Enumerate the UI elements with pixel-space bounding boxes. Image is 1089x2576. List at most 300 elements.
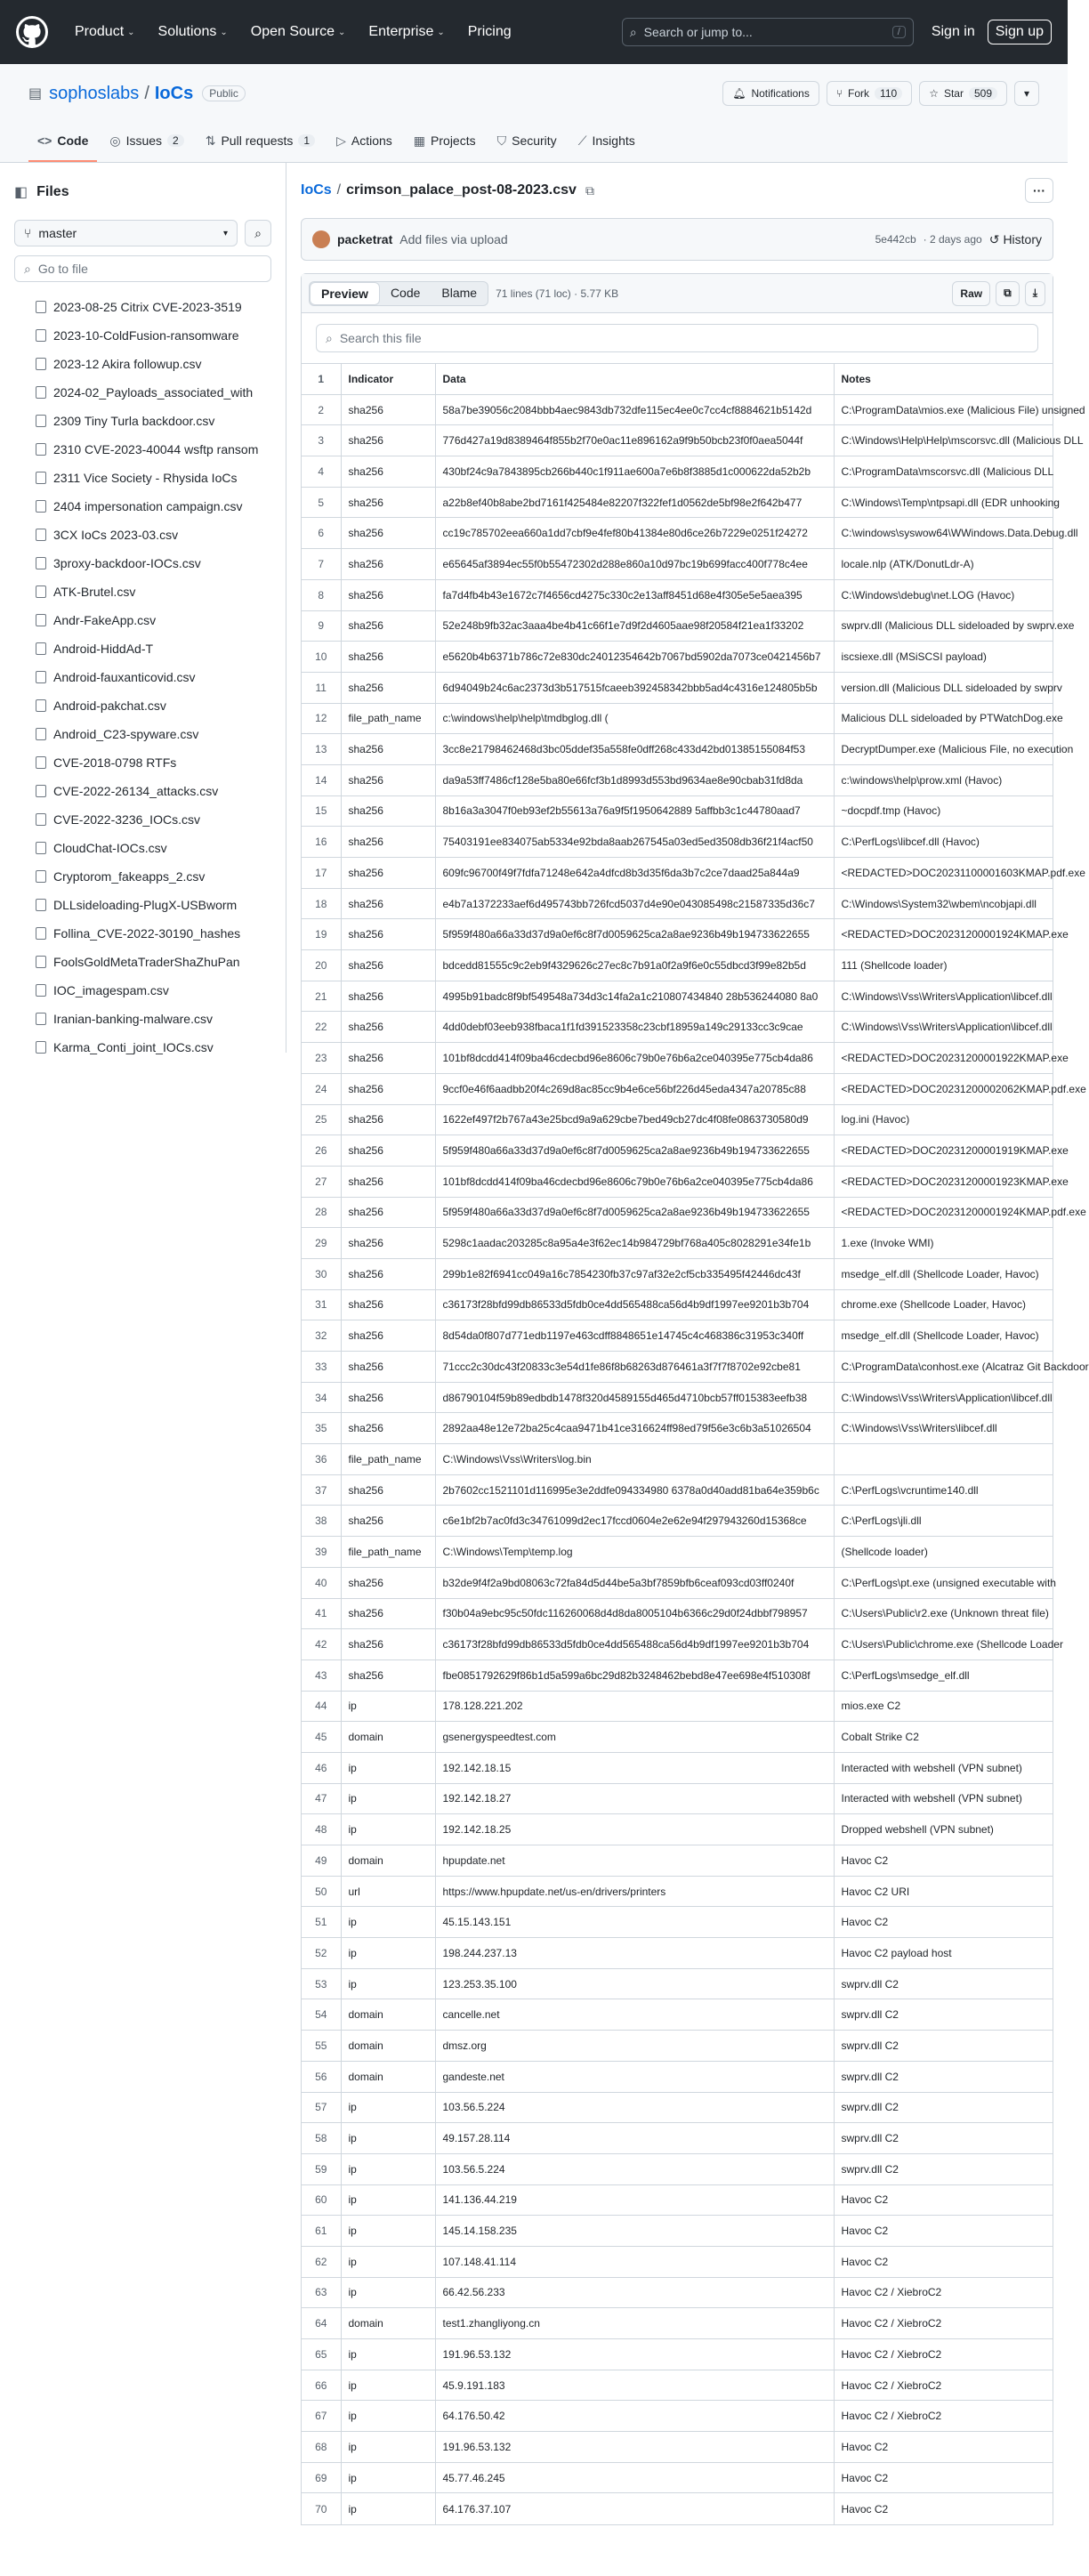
file-tree-item[interactable] (14, 663, 271, 691)
data-cell: c36173f28bfd99db86533d5fdb0ce4dd565488ca56d4b9df1997ee9201b3b704 (435, 1629, 834, 1660)
data-cell: 103.56.5.224 (435, 2153, 834, 2184)
indicator-cell: domain (341, 2308, 435, 2339)
files-title: Files (36, 184, 69, 199)
table-row (302, 456, 1053, 488)
file-tree-item[interactable] (14, 350, 271, 378)
table-row (302, 425, 1053, 456)
line-number: 47 (302, 1783, 341, 1814)
notes-cell: Interacted with webshell (VPN subnet) (834, 1752, 1053, 1783)
notes-cell: Havoc C2 / XiebroC2 (834, 2339, 1053, 2370)
indicator-cell: sha256 (341, 919, 435, 950)
table-row (302, 2339, 1053, 2370)
line-number: 28 (302, 1197, 341, 1228)
indicator-cell: sha256 (341, 1352, 435, 1383)
indicator-cell: ip (341, 1907, 435, 1938)
file-tree-item[interactable] (14, 891, 271, 919)
table-row (302, 1197, 1053, 1228)
table-row (302, 1135, 1053, 1167)
nav-enterprise[interactable] (359, 19, 453, 45)
notifications-button[interactable] (722, 81, 819, 106)
notes-cell: Havoc C2 (834, 2216, 1053, 2247)
data-cell: 2892aa48e12e72ba25c4caa9471b41ce316624ff98ed79f56e3c6b3a51026504 (435, 1413, 834, 1444)
table-row (302, 1629, 1053, 1660)
table-row (302, 2216, 1053, 2247)
notes-cell: Havoc C2 / XiebroC2 (834, 2308, 1053, 2339)
line-number: 41 (302, 1598, 341, 1629)
indicator-cell: sha256 (341, 1598, 435, 1629)
table-row (302, 734, 1053, 765)
notes-cell: swprv.dll (Malicious DLL sideloaded by swprv.exe (834, 610, 1053, 642)
data-cell: 45.77.46.245 (435, 2462, 834, 2493)
notes-cell: C:\Windows\Help\Help\mscorsvc.dll (Malicious DLL (834, 425, 1053, 456)
file-search-button[interactable] (245, 220, 271, 246)
table-row (302, 579, 1053, 610)
data-cell: 8d54da0f807d771edb1197e463cdff8848651e14745c4c468386c31953c340ff (435, 1320, 834, 1352)
file-tree-item[interactable] (14, 805, 271, 834)
file-tree-item-label: IOC_imagespam.csv (53, 983, 169, 997)
chevron-down-icon: ▾ (1023, 87, 1030, 100)
tab-security[interactable] (488, 121, 566, 162)
indicator-cell: ip (341, 2246, 435, 2277)
line-number: 48 (302, 1814, 341, 1845)
data-cell: hpupdate.net (435, 1845, 834, 1877)
data-cell: 192.142.18.27 (435, 1783, 834, 1814)
repo-name-link[interactable]: IoCs (154, 83, 194, 103)
notes-cell: C:\PerfLogs\msedge_elf.dll (834, 1659, 1053, 1691)
file-tree-item-label: 2023-10-ColdFusion-ransomware (53, 328, 239, 343)
notes-cell: Havoc C2 (834, 2184, 1053, 2216)
table-row (302, 1567, 1053, 1598)
tab-code-view[interactable]: Code (390, 285, 421, 300)
notes-cell: C:\Users\Public\chrome.exe (Shellcode Loader (834, 1629, 1053, 1660)
tab-projects-label: Projects (431, 133, 476, 148)
file-icon (36, 614, 46, 626)
branch-icon: ⑂ (24, 226, 32, 240)
indicator-cell: sha256 (341, 394, 435, 425)
tab-pull-requests[interactable] (197, 121, 324, 162)
notes-cell: C:\ProgramData\conhost.exe (Alcatraz Git Backdoor (834, 1352, 1053, 1383)
file-icon (36, 1041, 46, 1054)
notes-cell: C:\ProgramData\mscorsvc.dll (Malicious DLL (834, 456, 1053, 488)
csv-table (302, 363, 1089, 2524)
nav-product[interactable] (66, 19, 144, 45)
table-row (302, 981, 1053, 1012)
sign-up-button[interactable]: Sign up (988, 20, 1052, 44)
indicator-cell: sha256 (341, 549, 435, 580)
indicator-cell: ip (341, 2370, 435, 2401)
line-number: 23 (302, 1043, 341, 1074)
data-cell: 192.142.18.15 (435, 1752, 834, 1783)
indicator-cell: sha256 (341, 518, 435, 549)
play-icon: ▷ (336, 133, 346, 148)
file-tree-item[interactable] (14, 720, 271, 748)
commit-author[interactable]: packetrat (337, 232, 393, 246)
nav-pricing[interactable] (459, 19, 520, 45)
github-logo-icon[interactable] (16, 16, 48, 48)
file-icon (36, 785, 46, 797)
raw-button[interactable]: Raw (952, 281, 990, 306)
line-number: 69 (302, 2462, 341, 2493)
indicator-cell: ip (341, 2339, 435, 2370)
table-row (302, 1444, 1053, 1475)
line-number: 56 (302, 2061, 341, 2092)
tab-blame[interactable]: Blame (441, 285, 478, 300)
visibility-badge: Public (202, 85, 246, 101)
file-tree-item-label: DLLsideloading-PlugX-USBworm (53, 898, 238, 912)
file-tree-item[interactable] (14, 464, 271, 492)
download-icon: ⤓ (1032, 287, 1037, 299)
issues-count: 2 (167, 134, 184, 147)
file-tree-item[interactable] (14, 549, 271, 577)
file-tree-item[interactable] (14, 407, 271, 435)
header-indicator: Indicator (341, 364, 435, 395)
data-cell: 191.96.53.132 (435, 2432, 834, 2463)
indicator-cell: sha256 (341, 1104, 435, 1135)
line-number: 39 (302, 1537, 341, 1568)
line-number: 59 (302, 2153, 341, 2184)
indicator-cell: domain (341, 1722, 435, 1753)
breadcrumb-repo-link[interactable]: IoCs (301, 182, 332, 198)
file-tree-item[interactable] (14, 521, 271, 549)
copy-raw-button[interactable] (996, 281, 1020, 306)
copy-path-icon[interactable]: ⧉ (585, 182, 594, 198)
file-tree-item-label: FoolsGoldMetaTraderShaZhuPan (53, 955, 240, 969)
line-number: 68 (302, 2432, 341, 2463)
file-icon (36, 642, 46, 655)
table-row (302, 1783, 1053, 1814)
data-cell: test1.zhangliyong.cn (435, 2308, 834, 2339)
line-number: 8 (302, 579, 341, 610)
notes-cell: swprv.dll C2 (834, 2123, 1053, 2154)
line-number: 17 (302, 858, 341, 889)
global-search-input[interactable] (622, 18, 914, 46)
file-tree-item-label: CVE-2022-26134_attacks.csv (53, 784, 219, 798)
fork-button[interactable] (827, 81, 912, 106)
line-number: 12 (302, 703, 341, 734)
table-row (302, 1659, 1053, 1691)
file-tree-item[interactable] (14, 862, 271, 891)
file-tree-item-label: Android-pakchat.csv (53, 699, 166, 713)
search-this-file-placeholder: Search this file (339, 331, 422, 345)
file-content-box (301, 273, 1089, 2525)
indicator-cell: sha256 (341, 1135, 435, 1167)
global-header (0, 0, 1068, 64)
notes-cell: C:\PerfLogs\jli.dll (834, 1506, 1053, 1537)
indicator-cell: ip (341, 2123, 435, 2154)
indicator-cell: ip (341, 2432, 435, 2463)
indicator-cell: sha256 (341, 579, 435, 610)
table-row (302, 2277, 1053, 2308)
file-tree-item[interactable] (14, 777, 271, 805)
line-number: 11 (302, 672, 341, 703)
line-number: 44 (302, 1691, 341, 1722)
data-cell: c36173f28bfd99db86533d5fdb0ce4dd565488ca56d4b9df1997ee9201b3b704 (435, 1289, 834, 1320)
indicator-cell: sha256 (341, 1659, 435, 1691)
file-tree-item-label: 3proxy-backdoor-IOCs.csv (53, 556, 201, 570)
file-tree-item[interactable] (14, 919, 271, 948)
file-tree-item[interactable] (14, 378, 271, 407)
line-number: 24 (302, 1073, 341, 1104)
table-row (302, 1474, 1053, 1506)
indicator-cell: sha256 (341, 642, 435, 673)
history-icon: ↺ (988, 231, 1000, 246)
table-row (302, 1352, 1053, 1383)
notes-cell: Havoc C2 payload host (834, 1938, 1053, 1969)
data-cell: 9ccf0e46f6aadbb20f4c269d8ac85cc9b4e6ce56bf226d45eda4347a20785c88 (435, 1073, 834, 1104)
table-row (302, 1320, 1053, 1352)
chevron-down-icon: ⌄ (437, 27, 445, 37)
search-this-file-input[interactable] (316, 324, 1038, 352)
data-cell: gsenergyspeedtest.com (435, 1722, 834, 1753)
sign-in-link[interactable]: Sign in (931, 24, 975, 39)
notes-cell: Havoc C2 (834, 2493, 1053, 2524)
file-tree-item[interactable] (14, 606, 271, 634)
line-number: 2 (302, 394, 341, 425)
file-toolbar (302, 274, 1053, 313)
star-icon: ☆ (929, 87, 939, 100)
search-shortcut-badge: / (892, 26, 906, 38)
notes-cell: <REDACTED>DOC20231200001922KMAP.exe (834, 1043, 1053, 1074)
commit-hash[interactable]: 5e442cb (875, 233, 916, 246)
fork-label: Fork (848, 87, 870, 100)
tab-issues[interactable] (101, 121, 192, 162)
chevron-down-icon: ⌄ (338, 27, 346, 37)
notes-cell: Havoc C2 / XiebroC2 (834, 2370, 1053, 2401)
nav-solutions[interactable] (149, 19, 237, 45)
indicator-cell: ip (341, 1752, 435, 1783)
indicator-cell: sha256 (341, 1320, 435, 1352)
file-tree-item[interactable] (14, 1033, 271, 1062)
table-row (302, 1104, 1053, 1135)
nav-enterprise-label: Enterprise (368, 24, 434, 39)
file-icon (36, 443, 46, 456)
indicator-cell: domain (341, 2031, 435, 2062)
notes-cell: Cobalt Strike C2 (834, 1722, 1053, 1753)
line-number: 70 (302, 2493, 341, 2524)
line-number: 25 (302, 1104, 341, 1135)
table-row (302, 1938, 1053, 1969)
tab-code[interactable] (28, 121, 97, 162)
data-cell: https://www.hpupdate.net/us-en/drivers/printers (435, 1876, 834, 1907)
file-tree-item-label: 2404 impersonation campaign.csv (53, 499, 243, 513)
fork-icon: ⑂ (835, 87, 843, 100)
file-tree-item[interactable] (14, 948, 271, 976)
indicator-cell: ip (341, 2401, 435, 2432)
file-tree-item-label: Cryptorom_fakeapps_2.csv (53, 869, 206, 884)
tab-actions[interactable] (327, 121, 401, 162)
table-row (302, 2493, 1053, 2524)
nav-solutions-label: Solutions (157, 24, 217, 39)
table-row (302, 1258, 1053, 1289)
download-button[interactable] (1025, 281, 1045, 306)
star-list-dropdown[interactable] (1014, 81, 1039, 106)
notes-cell: C:\PerfLogs\vcruntime140.dll (834, 1474, 1053, 1506)
global-nav (66, 19, 520, 45)
table-row (302, 1012, 1053, 1043)
notes-cell: Malicious DLL sideloaded by PTWatchDog.exe (834, 703, 1053, 734)
nav-open-source-label: Open Source (250, 24, 335, 39)
data-cell: 64.176.37.107 (435, 2493, 834, 2524)
file-icon (36, 500, 46, 513)
star-label: Star (943, 87, 964, 100)
file-tree-item-label: Follina_CVE-2022-30190_hashes (53, 926, 241, 941)
file-tree-item-label: 2311 Vice Society - Rhysida IoCs (53, 471, 238, 485)
file-tree-item-label: 2309 Tiny Turla backdoor.csv (53, 414, 215, 428)
go-to-file-input[interactable] (14, 255, 271, 282)
indicator-cell: sha256 (341, 1567, 435, 1598)
indicator-cell: file_path_name (341, 1537, 435, 1568)
breadcrumb (301, 175, 1053, 206)
line-number: 29 (302, 1228, 341, 1259)
more-options-button[interactable] (1025, 178, 1053, 203)
line-number: 58 (302, 2123, 341, 2154)
indicator-cell: sha256 (341, 672, 435, 703)
table-row (302, 1999, 1053, 2031)
data-cell: 776d427a19d8389464f855b2f70e0ac11e896162a9f9b50bcb23f0f0aea5044f (435, 425, 834, 456)
line-number: 9 (302, 610, 341, 642)
data-cell: bdcedd81555c9c2eb9f4329626c27ec8c7b91a0f2a9f6e0c55dbcd3f99e82b5d (435, 950, 834, 981)
file-tree-item[interactable] (14, 748, 271, 777)
indicator-cell: ip (341, 2462, 435, 2493)
file-tree-item-label: 2024-02_Payloads_associated_with (53, 385, 254, 400)
data-cell: d86790104f59b89edbdb1478f320d4589155d465d4710bcb57ff015383eefb38 (435, 1382, 834, 1413)
global-search-placeholder: Search or jump to... (643, 25, 753, 39)
file-icon (36, 671, 46, 683)
notes-cell: C:\windows\syswow64\WWindows.Data.Debug.dll (834, 518, 1053, 549)
data-cell: cc19c785702eea660a1dd7cbf9e4fef80b41384e80d6ce26b7229e0251f24272 (435, 518, 834, 549)
data-cell: 6d94049b24c6ac2373d3b517515fcaeeb392458342bbb5ad4c4316e124805b5b (435, 672, 834, 703)
history-label: History (1003, 232, 1042, 246)
notes-cell: Havoc C2 URI (834, 1876, 1053, 1907)
line-number: 21 (302, 981, 341, 1012)
table-row (302, 764, 1053, 795)
tab-projects[interactable] (405, 121, 485, 162)
file-tree-item[interactable] (14, 577, 271, 606)
history-button[interactable] (989, 232, 1042, 247)
file-tree-item-label: Android-HiddAd-T (53, 642, 154, 656)
indicator-cell: sha256 (341, 1629, 435, 1660)
file-icon (36, 1013, 46, 1025)
tab-preview[interactable]: Preview (310, 282, 380, 305)
data-cell: 5298c1aadac203285c8a95a4e3f62ec14b984729bf768a405c8028291e34fe1b (435, 1228, 834, 1259)
repo-icon: ▤ (28, 86, 43, 101)
file-icon (36, 415, 46, 427)
file-tree-item[interactable] (14, 634, 271, 663)
notes-cell: Dropped webshell (VPN subnet) (834, 1814, 1053, 1845)
data-cell: 198.244.237.13 (435, 1938, 834, 1969)
star-button[interactable] (919, 81, 1007, 106)
notes-cell: C:\Windows\System32\wbem\ncobjapi.dll (834, 888, 1053, 919)
notes-cell: msedge_elf.dll (Shellcode Loader, Havoc) (834, 1258, 1053, 1289)
notes-cell: swprv.dll C2 (834, 1999, 1053, 2031)
file-tree-item[interactable] (14, 435, 271, 464)
file-tree-item[interactable] (14, 834, 271, 862)
line-number: 31 (302, 1289, 341, 1320)
table-row (302, 2092, 1053, 2123)
notes-cell: Havoc C2 / XiebroC2 (834, 2277, 1053, 2308)
file-tree-item-label: Andr-FakeApp.csv (53, 613, 157, 627)
file-tree-item[interactable] (14, 976, 271, 1005)
tab-pull-requests-label: Pull requests (221, 133, 294, 148)
data-cell: e4b7a1372233aef6d495743bb726fcd5037d4e90e043085498c21587335d36c7 (435, 888, 834, 919)
file-tree-item[interactable] (14, 492, 271, 521)
file-icon (36, 756, 46, 769)
commit-message[interactable]: Add files via upload (399, 232, 508, 246)
tab-actions-label: Actions (351, 133, 392, 148)
line-number: 61 (302, 2216, 341, 2247)
notes-cell: chrome.exe (Shellcode Loader, Havoc) (834, 1289, 1053, 1320)
file-icon (36, 728, 46, 740)
table-row (302, 1968, 1053, 1999)
repo-owner-link[interactable]: sophoslabs (49, 83, 140, 103)
file-tree-item-label: CVE-2018-0798 RTFs (53, 755, 177, 770)
file-icon (36, 899, 46, 911)
file-tree-item-label: Karma_Conti_joint_IOCs.csv (53, 1040, 214, 1054)
notes-cell: msedge_elf.dll (Shellcode Loader, Havoc) (834, 1320, 1053, 1352)
indicator-cell: sha256 (341, 1166, 435, 1197)
line-number: 36 (302, 1444, 341, 1475)
file-tree-item[interactable] (14, 691, 271, 720)
line-number: 65 (302, 2339, 341, 2370)
indicator-cell: ip (341, 1814, 435, 1845)
table-row (302, 1506, 1053, 1537)
line-number: 14 (302, 764, 341, 795)
file-icon (36, 472, 46, 484)
notes-cell: swprv.dll C2 (834, 2061, 1053, 2092)
tab-insights[interactable] (569, 121, 644, 162)
table-row (302, 2061, 1053, 2092)
sidebar-collapse-icon[interactable]: ◧ (14, 185, 28, 200)
table-row (302, 672, 1053, 703)
indicator-cell: sha256 (341, 1228, 435, 1259)
file-tree-item-label: CloudChat-IOCs.csv (53, 841, 167, 855)
avatar[interactable] (312, 230, 330, 248)
file-tree-item[interactable] (14, 1005, 271, 1033)
line-number: 26 (302, 1135, 341, 1167)
data-cell: 430bf24c9a7843895cb266b440c1f911ae600a7e6b8f3885d1c000622da52b2b (435, 456, 834, 488)
line-number: 49 (302, 1845, 341, 1877)
indicator-cell: sha256 (341, 1043, 435, 1074)
indicator-cell: sha256 (341, 1289, 435, 1320)
search-icon: ⌕ (254, 225, 262, 240)
notes-cell: Havoc C2 (834, 1845, 1053, 1877)
notes-cell: c:\windows\help\prow.xml (Havoc) (834, 764, 1053, 795)
breadcrumb-separator: / (336, 182, 342, 198)
data-cell: dmsz.org (435, 2031, 834, 2062)
indicator-cell: sha256 (341, 1197, 435, 1228)
table-row (302, 487, 1053, 518)
file-tree-item[interactable] (14, 321, 271, 350)
data-cell: e65645af3894ec55f0b55472302d288e860a10d97bc19b699facc400f778c4ee (435, 549, 834, 580)
file-icon (36, 358, 46, 370)
line-number: 45 (302, 1722, 341, 1753)
file-icon (36, 956, 46, 968)
indicator-cell: domain (341, 1845, 435, 1877)
line-number: 57 (302, 2092, 341, 2123)
data-cell: 299b1e82f6941cc049a16c7854230fb37c97af32e2cf5cb335495f42446dc43f (435, 1258, 834, 1289)
table-row (302, 1413, 1053, 1444)
commit-age: · 2 days ago (923, 233, 982, 246)
file-tree-item[interactable] (14, 293, 271, 321)
file-icon (36, 529, 46, 541)
notes-cell: Havoc C2 (834, 2432, 1053, 2463)
branch-select[interactable] (14, 220, 238, 246)
line-number: 20 (302, 950, 341, 981)
nav-open-source[interactable] (242, 19, 355, 45)
data-cell: fbe0851792629f86b1d5a599a6bc29d82b3248462bebd8e47ee698e4f510308f (435, 1659, 834, 1691)
notes-cell: (Shellcode loader) (834, 1537, 1053, 1568)
data-cell: 3cc8e21798462468d3bc05ddef35a558fe0dff268c433d42bd01385155084f53 (435, 734, 834, 765)
